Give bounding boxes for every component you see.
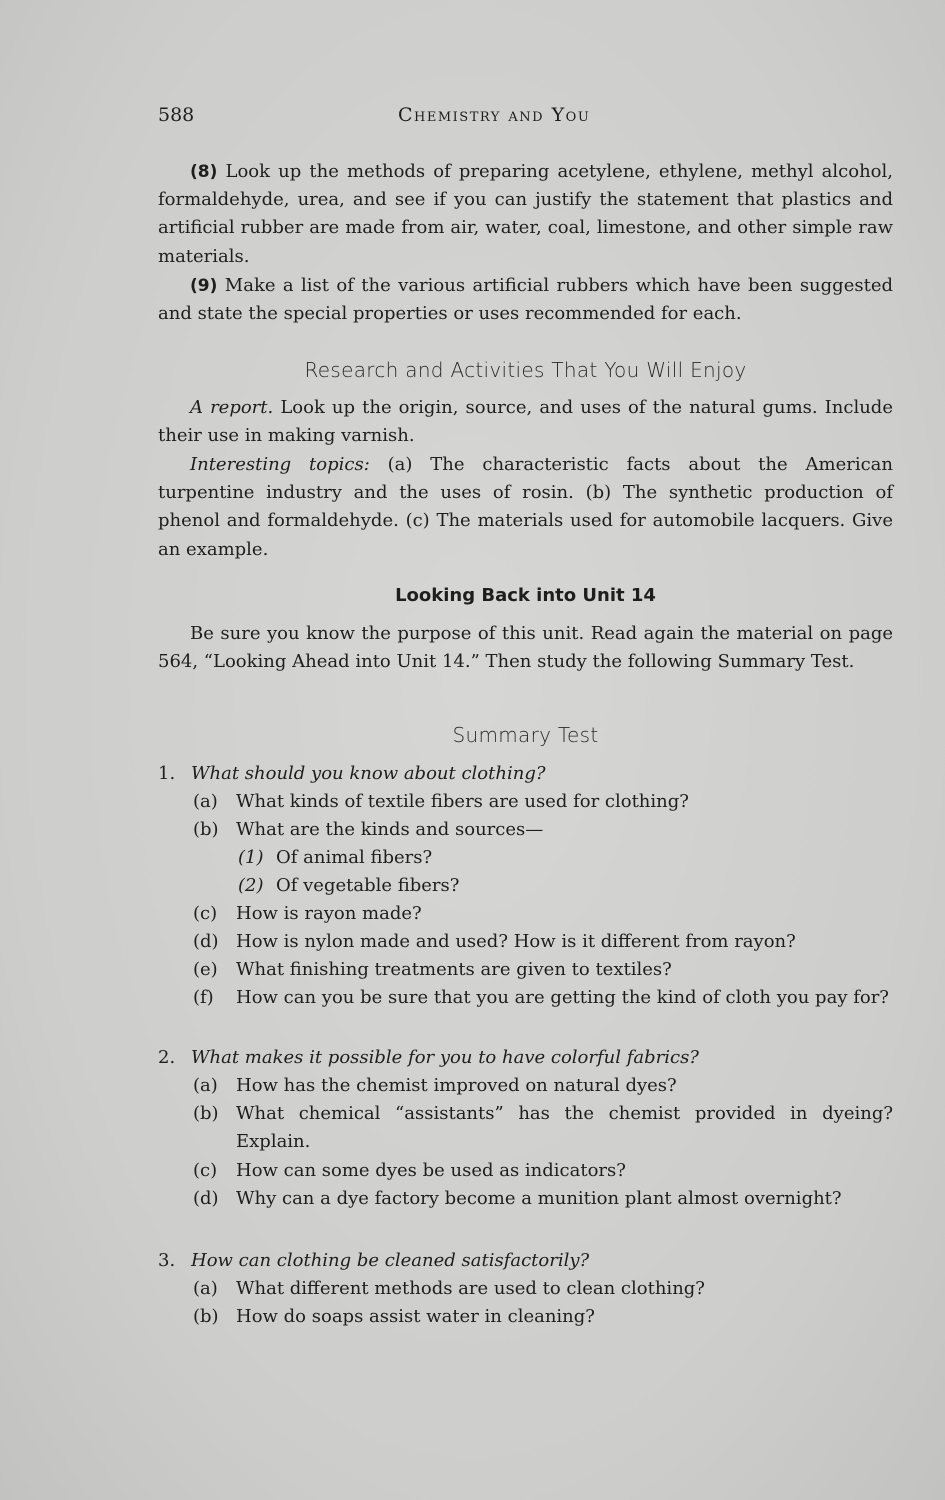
question-number: 2.: [158, 1047, 176, 1068]
sub-label: (c): [193, 903, 218, 924]
question-text: How can clothing be cleaned satisfactorily?: [191, 1250, 590, 1271]
exercise-item-9: [158, 272, 893, 328]
sub-sub-text: Of animal fibers?: [276, 847, 433, 868]
sub-label: (c): [193, 1160, 218, 1181]
sub-label: (f): [193, 987, 214, 1008]
sub-text: What kinds of textile fibers are used for clothing?: [236, 791, 689, 812]
sub-sub-text: Of vegetable fibers?: [276, 875, 460, 896]
sub-sub-label: (1): [238, 847, 264, 868]
looking-back-heading: Looking Back into Unit 14: [395, 585, 656, 606]
sub-text: How is nylon made and used? How is it different from rayon?: [236, 931, 796, 952]
exercise-number: (9): [190, 276, 218, 296]
sub-label: (b): [193, 819, 219, 840]
question-number: 1.: [158, 763, 176, 784]
exercise-number: (8): [190, 162, 218, 182]
sub-label: (a): [193, 1075, 218, 1096]
sub-label: (b): [193, 1306, 219, 1327]
report-label: A report.: [190, 397, 274, 418]
research-heading: Research and Activities That You Will Enjoy: [304, 358, 747, 382]
question-text: What should you know about clothing?: [191, 763, 546, 784]
report-text: Look up the origin, source, and uses of the natural gums. Include their use in making varnish.: [158, 397, 893, 447]
page-header: [158, 104, 893, 132]
research-report: [158, 394, 893, 450]
research-topics: [158, 451, 893, 564]
sub-sub-label: (2): [238, 875, 264, 896]
sub-label: (b): [193, 1103, 219, 1124]
summary-test-heading: Summary Test: [452, 723, 599, 747]
topics-text: (a) The characteristic facts about the American turpentine industry and the uses of rosin. (b) The synthetic production of phenol and formaldehyde. (c) The materials used for automobile lacquers. Give an example.: [158, 454, 893, 560]
exercise-item-8: [158, 158, 893, 271]
sub-text: What chemical “assistants” has the chemist provided in dyeing? Explain.: [236, 1103, 893, 1152]
question-text: What makes it possible for you to have colorful fabrics?: [191, 1047, 699, 1068]
exercise-text: Look up the methods of preparing acetylene, ethylene, methyl alcohol, formaldehyde, urea, and see if you can justify the statement that plastics and artificial rubber are made from air, water, coal, limestone, and other simple raw materials.: [158, 161, 893, 267]
sub-text: How can some dyes be used as indicators?: [236, 1160, 626, 1181]
sub-text: What different methods are used to clean clothing?: [236, 1278, 705, 1299]
sub-text: How do soaps assist water in cleaning?: [236, 1306, 595, 1327]
exercise-text: Make a list of the various artificial rubbers which have been suggested and state the special properties or uses recommended for each.: [158, 275, 893, 325]
sub-text: How can you be sure that you are getting the kind of cloth you pay for?: [236, 987, 889, 1008]
sub-label: (a): [193, 791, 218, 812]
sub-text: Why can a dye factory become a munition plant almost overnight?: [236, 1188, 842, 1209]
page-number: 588: [158, 104, 195, 126]
sub-text: What are the kinds and sources—: [236, 819, 544, 840]
sub-text: How is rayon made?: [236, 903, 422, 924]
running-title: Chemistry and You: [398, 104, 591, 126]
sub-label: (d): [193, 931, 219, 952]
sub-label: (a): [193, 1278, 218, 1299]
sub-text: What finishing treatments are given to textiles?: [236, 959, 672, 980]
sub-text: How has the chemist improved on natural dyes?: [236, 1075, 677, 1096]
topics-label: Interesting topics:: [190, 454, 370, 475]
sub-label: (e): [193, 959, 218, 980]
question-number: 3.: [158, 1250, 176, 1271]
looking-back-text: Be sure you know the purpose of this unit. Read again the material on page 564, “Looking Ahead into Unit 14.” Then study the following Summary Test.: [158, 623, 893, 673]
sub-label: (d): [193, 1188, 219, 1209]
